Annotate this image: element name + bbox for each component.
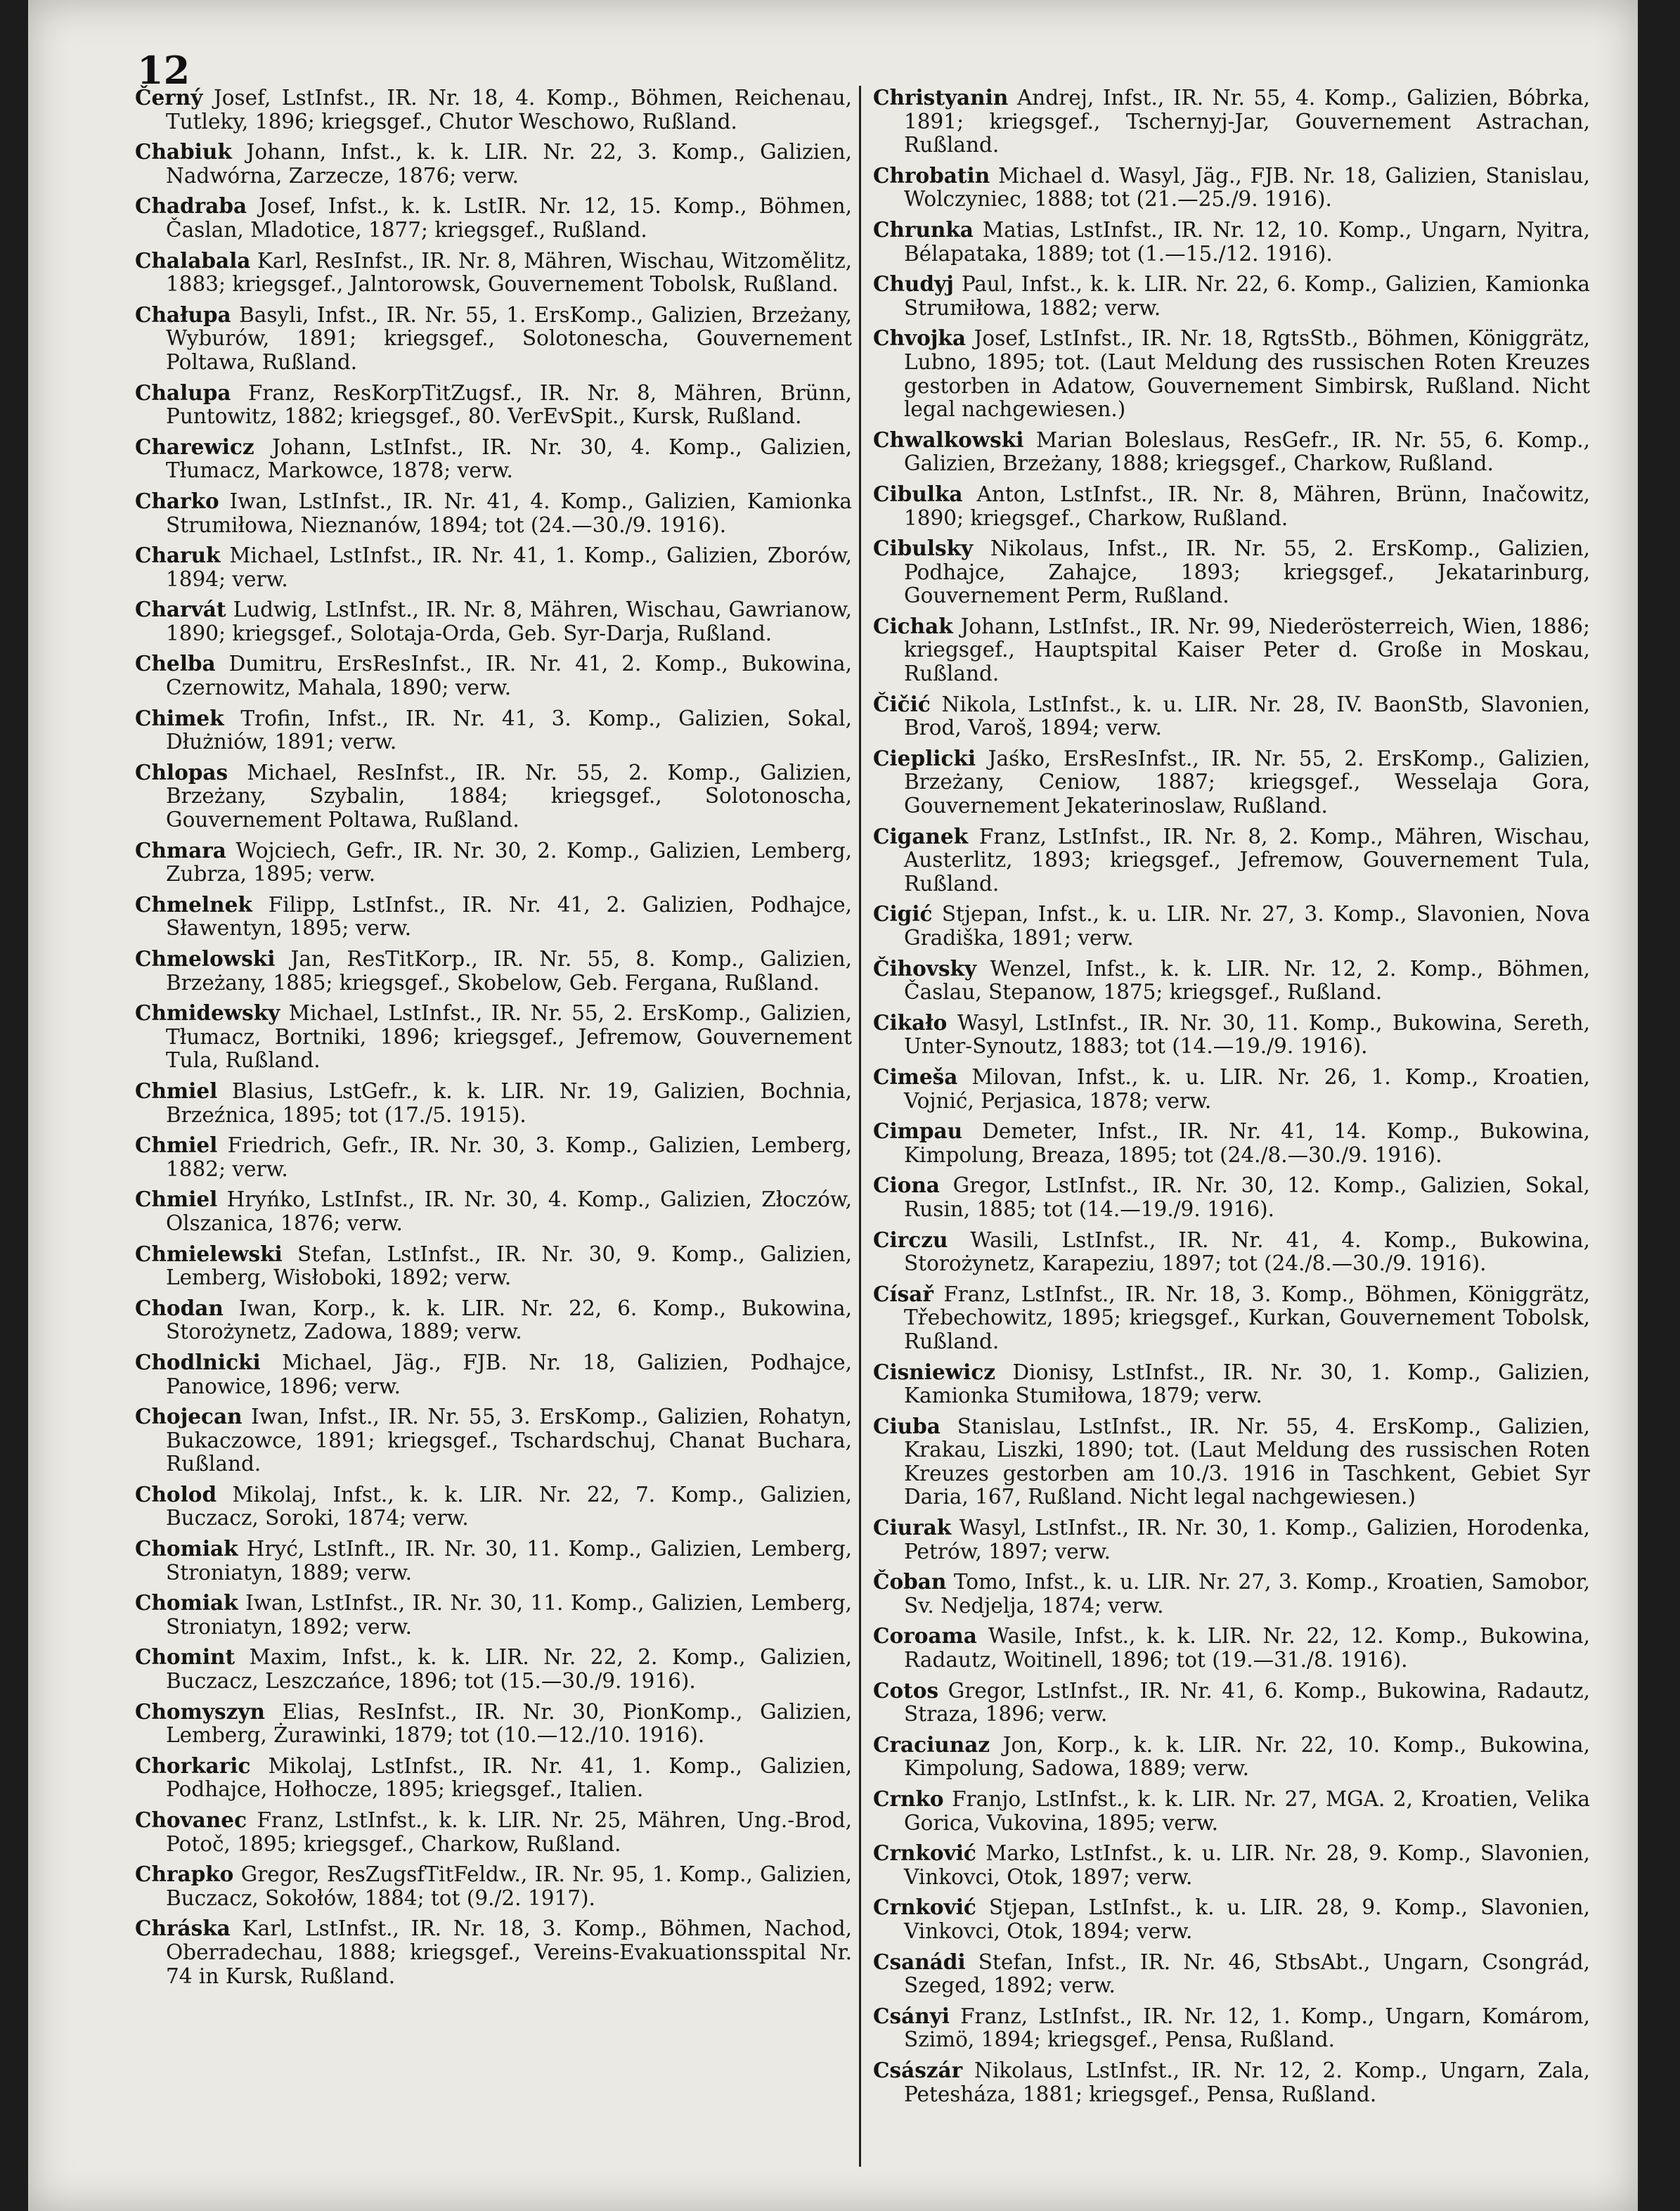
entry-surname: Crnko xyxy=(873,1786,944,1811)
entry-details: Nikola, LstInfst., k. u. LIR. Nr. 28, IV. BaonStb, Slavonien, Brod, Varoš, 1894; verw. xyxy=(904,692,1590,740)
entry-surname: Chomiak xyxy=(135,1536,238,1561)
entry-details: Wojciech, Gefr., IR. Nr. 30, 2. Komp., Galizien, Lemberg, Zubrza, 1895; verw. xyxy=(166,838,852,887)
entry-surname: Charewicz xyxy=(135,434,254,459)
entry-details: Iwan, LstInfst., IR. Nr. 41, 4. Komp., Galizien, Kamionka Strumiłowa, Nieznanów, 1894; tot (24.—30./9. 1916). xyxy=(166,489,852,537)
casualty-entry xyxy=(135,1862,852,1910)
casualty-entry xyxy=(873,536,1590,608)
entry-details: Matias, LstInfst., IR. Nr. 12, 10. Komp., Ungarn, Nyitra, Bélapataka, 1889; tot (1.—15./12. 1916). xyxy=(904,217,1590,266)
entry-details: Stanislau, LstInfst., IR. Nr. 55, 4. ErsKomp., Galizien, Krakau, Liszki, 1890; tot. (Laut Meldung des russischen Roten Kreuzes gestorben am 10./3. 1916 in Taschkent, Gebiet Syr Daria, 167, Rußland. Nicht legal nachgewiesen.) xyxy=(904,1414,1590,1509)
entry-surname: Cichak xyxy=(873,613,953,638)
entry-surname: Csányi xyxy=(873,2003,950,2028)
entry-surname: Chimek xyxy=(135,705,224,730)
casualty-entry xyxy=(873,326,1590,421)
entry-surname: Chodan xyxy=(135,1295,224,1320)
entry-surname: Chodlnicki xyxy=(135,1349,261,1374)
entry-surname: Coroama xyxy=(873,1623,977,1649)
entry-details: Friedrich, Gefr., IR. Nr. 30, 3. Komp., Galizien, Lemberg, 1882; verw. xyxy=(166,1133,852,1181)
entry-surname: Chalupa xyxy=(135,380,231,405)
entry-details: Ludwig, LstInfst., IR. Nr. 8, Mähren, Wischau, Gawrianow, 1890; kriegsgef., Solotaja-Orda, Geb. Syr-Darja, Rußland. xyxy=(166,598,852,645)
entry-details: Mikolaj, LstInfst., IR. Nr. 41, 1. Komp., Galizien, Podhajce, Hołhocze, 1895; kriegsgef., Italien. xyxy=(166,1753,852,1802)
entry-details: Marko, LstInfst., k. u. LIR. Nr. 28, 9. Komp., Slavonien, Vinkovci, Otok, 1897; verw. xyxy=(904,1841,1590,1889)
casualty-entry xyxy=(873,1624,1590,1672)
entry-surname: Chojecan xyxy=(135,1404,243,1429)
entry-details: Filipp, LstInfst., IR. Nr. 41, 2. Galizien, Podhajce, Sławentyn, 1895; verw. xyxy=(166,892,852,941)
entry-details: Demeter, Infst., IR. Nr. 41, 14. Komp., Bukowina, Kimpolung, Breaza, 1895; tot (24./8.—30./9. 1916). xyxy=(904,1119,1590,1167)
entry-surname: Csanádi xyxy=(873,1949,966,1974)
entry-details: Tomo, Infst., k. u. LIR. Nr. 27, 3. Komp., Kroatien, Samobor, Sv. Nedjelja, 1874; verw. xyxy=(904,1570,1590,1618)
casualty-entry xyxy=(873,1414,1590,1509)
entry-details: Marian Boleslaus, ResGefr., IR. Nr. 55, 6. Komp., Galizien, Brzeżany, 1888; kriegsgef., Charkow, Rußland. xyxy=(904,427,1590,476)
entry-details: Wasile, Infst., k. k. LIR. Nr. 22, 12. Komp., Bukowina, Radautz, Woitinell, 1896; tot (19.—31./8. 1916). xyxy=(904,1624,1591,1672)
entry-surname: Chrobatin xyxy=(873,162,990,188)
entry-surname: Cibulsky xyxy=(873,536,974,561)
casualty-entry xyxy=(135,1916,852,1988)
entry-details: Jon, Korp., k. k. LIR. Nr. 22, 10. Komp., Bukowina, Kimpolung, Sadowa, 1889; verw. xyxy=(904,1732,1590,1781)
entry-surname: Császár xyxy=(873,2057,963,2082)
entry-details: Iwan, LstInfst., IR. Nr. 30, 11. Komp., Galizien, Lemberg, Stroniatyn, 1892; verw. xyxy=(166,1591,852,1639)
casualty-entry xyxy=(873,1570,1590,1618)
entry-details: Karl, LstInfst., IR. Nr. 18, 3. Komp., Böhmen, Nachod, Oberradechau, 1888; kriegsgef., Vereins-Evakuationsspital Nr. 74 in Kursk, Rußland. xyxy=(166,1916,852,1988)
entry-details: Stjepan, Infst., k. u. LIR. Nr. 27, 3. Komp., Slavonien, Nova Gradiška, 1891; verw. xyxy=(904,902,1590,950)
entry-details: Milovan, Infst., k. u. LIR. Nr. 26, 1. Komp., Kroatien, Vojnić, Perjasica, 1878; verw. xyxy=(904,1064,1590,1113)
casualty-entry xyxy=(135,1001,852,1073)
entry-surname: Chmielewski xyxy=(135,1241,283,1266)
casualty-entry xyxy=(873,1065,1590,1113)
casualty-entry xyxy=(873,272,1590,320)
entry-details: Johann, LstInfst., IR. Nr. 30, 4. Komp., Galizien, Tłumacz, Markowce, 1878; verw. xyxy=(166,434,852,483)
entry-surname: Čoban xyxy=(873,1569,947,1594)
casualty-entry xyxy=(873,1950,1590,1998)
casualty-entry xyxy=(135,1700,852,1748)
casualty-entry xyxy=(135,1591,852,1639)
casualty-entry xyxy=(135,707,852,754)
entry-surname: Čihovsky xyxy=(873,955,977,981)
casualty-entry xyxy=(873,1360,1590,1408)
casualty-entry xyxy=(135,839,852,887)
entry-surname: Charuk xyxy=(135,543,221,568)
left-column xyxy=(135,86,852,1994)
entry-surname: Charko xyxy=(135,488,219,513)
casualty-entry xyxy=(135,381,852,429)
entry-details: Trofin, Infst., IR. Nr. 41, 3. Komp., Galizien, Sokal, Dłużniów, 1891; verw. xyxy=(166,706,852,754)
casualty-entry xyxy=(873,1787,1590,1835)
entry-details: Karl, ResInfst., IR. Nr. 8, Mähren, Wischau, Witzomělitz, 1883; kriegsgef., Jalntorowsk, Gouvernement Tobolsk, Rußland. xyxy=(166,248,852,297)
entry-surname: Císař xyxy=(873,1281,933,1306)
right-column xyxy=(873,86,1590,2113)
entry-details: Josef, LstInfst., IR. Nr. 18, RgtsStb., Böhmen, Königgrätz, Lubno, 1895; tot. (Laut Meldung des russischen Roten Kreuzes gestorben in Adatow, Gouvernement Simbirsk, Rußland. Nicht legal nachgewiesen.) xyxy=(904,326,1590,422)
casualty-entry xyxy=(135,1405,852,1476)
entry-surname: Cimeša xyxy=(873,1064,958,1089)
entry-surname: Chovanec xyxy=(135,1807,247,1832)
casualty-entry xyxy=(135,86,852,134)
entry-surname: Crnković xyxy=(873,1841,976,1866)
entry-details: Stefan, LstInfst., IR. Nr. 30, 9. Komp., Galizien, Lemberg, Wisłoboki, 1892; verw. xyxy=(166,1242,852,1290)
entry-surname: Ciurak xyxy=(873,1515,952,1540)
entry-surname: Chvojka xyxy=(873,325,966,351)
casualty-entry xyxy=(873,218,1590,266)
entry-surname: Circzu xyxy=(873,1227,948,1252)
casualty-entry xyxy=(135,652,852,700)
entry-surname: Čičić xyxy=(873,691,931,716)
casualty-entry xyxy=(135,1079,852,1127)
casualty-entry xyxy=(135,140,852,188)
entry-details: Basyli, Infst., IR. Nr. 55, 1. ErsKomp., Galizien, Brzeżany, Wyburów, 1891; kriegsgef., Solotonescha, Gouvernement Poltawa, Rußland. xyxy=(166,302,852,374)
entry-details: Jan, ResTitKorp., IR. Nr. 55, 8. Komp., Galizien, Brzeżany, 1885; kriegsgef., Skobelow, Geb. Fergana, Rußland. xyxy=(166,947,852,995)
casualty-entry xyxy=(873,1516,1590,1564)
entry-details: Stjepan, LstInfst., k. u. LIR. 28, 9. Komp., Slavonien, Vinkovci, Otok, 1894; verw. xyxy=(904,1895,1590,1943)
casualty-entry xyxy=(873,1841,1590,1889)
casualty-entry xyxy=(873,1228,1590,1276)
casualty-entry xyxy=(873,1282,1590,1354)
casualty-entry xyxy=(135,947,852,995)
column-divider xyxy=(859,86,861,2167)
casualty-entry xyxy=(135,249,852,297)
casualty-entry xyxy=(135,435,852,483)
entry-surname: Ciona xyxy=(873,1173,940,1198)
casualty-entry xyxy=(135,893,852,941)
casualty-entry xyxy=(135,1808,852,1856)
casualty-entry xyxy=(135,543,852,591)
casualty-entry xyxy=(135,598,852,645)
casualty-entry xyxy=(135,303,852,375)
entry-surname: Chrapko xyxy=(135,1862,234,1887)
casualty-entry xyxy=(135,1645,852,1693)
casualty-entry xyxy=(873,1173,1590,1221)
entry-details: Gregor, ResZugsfTitFeldw., IR. Nr. 95, 1. Komp., Galizien, Buczacz, Sokołów, 1884; tot (9./2. 1917). xyxy=(166,1862,852,1910)
entry-details: Hryńko, LstInfst., IR. Nr. 30, 4. Komp., Galizien, Złoczów, Olszanica, 1876; verw. xyxy=(166,1187,852,1235)
entry-details: Johann, Infst., k. k. LIR. Nr. 22, 3. Komp., Galizien, Nadwórna, Zarzecze, 1876; verw. xyxy=(166,140,852,188)
casualty-entry xyxy=(135,1483,852,1530)
entry-details: Wasyl, LstInfst., IR. Nr. 30, 1. Komp., Galizien, Horodenka, Petrów, 1897; verw. xyxy=(904,1516,1590,1564)
casualty-entry xyxy=(873,1733,1590,1781)
entry-surname: Cibulka xyxy=(873,481,963,506)
entry-surname: Craciunaz xyxy=(873,1732,990,1757)
casualty-entry xyxy=(135,1133,852,1181)
entry-surname: Cigić xyxy=(873,901,933,927)
entry-details: Johann, LstInfst., IR. Nr. 99, Niederösterreich, Wien, 1886; kriegsgef., Hauptspital Kaiser Peter d. Große in Moskau, Rußland. xyxy=(904,614,1590,686)
entry-details: Jaśko, ErsResInfst., IR. Nr. 55, 2. ErsKomp., Galizien, Brzeżany, Ceniow, 1887; kriegsgef., Wesselaja Gora, Gouvernement Jekaterinoslaw, Rußland. xyxy=(904,746,1590,818)
casualty-entry xyxy=(873,482,1590,530)
entry-details: Josef, LstInfst., IR. Nr. 18, 4. Komp., Böhmen, Reichenau, Tutleky, 1896; kriegsgef., Chutor Weschowo, Rußland. xyxy=(166,86,852,134)
entry-surname: Chorkaric xyxy=(135,1753,251,1778)
casualty-entry xyxy=(135,1537,852,1585)
casualty-entry xyxy=(873,1011,1590,1059)
casualty-entry xyxy=(873,1895,1590,1943)
casualty-entry xyxy=(135,1754,852,1802)
page-number: 12 xyxy=(137,48,190,93)
entry-details: Dumitru, ErsResInfst., IR. Nr. 41, 2. Komp., Bukowina, Czernowitz, Mahala, 1890; verw. xyxy=(166,652,852,700)
entry-details: Michael, Jäg., FJB. Nr. 18, Galizien, Podhajce, Panowice, 1896; verw. xyxy=(166,1350,852,1398)
entry-surname: Chabiuk xyxy=(135,139,232,165)
entry-details: Blasius, LstGefr., k. k. LIR. Nr. 19, Galizien, Bochnia, Brzeźnica, 1895; tot (17./5. 1915). xyxy=(166,1078,852,1127)
entry-surname: Chrunka xyxy=(873,217,974,242)
entry-surname: Ciganek xyxy=(873,823,969,849)
entry-surname: Chałupa xyxy=(135,302,231,327)
casualty-entry xyxy=(873,957,1590,1005)
entry-surname: Chomint xyxy=(135,1644,235,1670)
entry-surname: Cotos xyxy=(873,1677,939,1703)
casualty-entry xyxy=(873,428,1590,476)
entry-surname: Chmiel xyxy=(135,1187,218,1212)
casualty-entry xyxy=(873,86,1590,157)
entry-surname: Chomiak xyxy=(135,1590,238,1616)
casualty-entry xyxy=(873,747,1590,818)
entry-surname: Chomyszyn xyxy=(135,1698,265,1724)
entry-details: Anton, LstInfst., IR. Nr. 8, Mähren, Brünn, Inačowitz, 1890; kriegsgef., Charkow, Rußland. xyxy=(904,482,1590,530)
entry-details: Franz, LstInfst., IR. Nr. 12, 1. Komp., Ungarn, Komárom, Szimö, 1894; kriegsgef., Pensa, Rußland. xyxy=(904,2004,1590,2052)
entry-surname: Černý xyxy=(135,85,203,110)
entry-surname: Chlopas xyxy=(135,759,228,785)
casualty-entry xyxy=(873,2058,1590,2106)
entry-details: Dionisy, LstInfst., IR. Nr. 30, 1. Komp., Galizien, Kamionka Stumiłowa, 1879; verw. xyxy=(904,1360,1590,1408)
entry-details: Elias, ResInfst., IR. Nr. 30, PionKomp., Galizien, Lemberg, Żurawinki, 1879; tot (10.—12./10. 1916). xyxy=(166,1699,852,1748)
casualty-entry xyxy=(873,692,1590,740)
casualty-entry xyxy=(873,2004,1590,2052)
entry-surname: Chudyj xyxy=(873,271,954,297)
casualty-entry xyxy=(873,164,1590,212)
entry-details: Paul, Infst., k. k. LIR. Nr. 22, 6. Komp., Galizien, Kamionka Strumiłowa, 1882; verw. xyxy=(904,272,1590,320)
casualty-entry xyxy=(873,1119,1590,1167)
entry-surname: Chmidewsky xyxy=(135,1000,280,1026)
casualty-entry xyxy=(135,1351,852,1398)
entry-surname: Christyanin xyxy=(873,85,1009,110)
entry-details: Nikolaus, Infst., IR. Nr. 55, 2. ErsKomp., Galizien, Podhajce, Zahajce, 1893; kriegsgef., Jekatarinburg, Gouvernement Perm, Rußland. xyxy=(904,536,1590,608)
entry-details: Andrej, Infst., IR. Nr. 55, 4. Komp., Galizien, Bóbrka, 1891; kriegsgef., Tschernyj-Jar, Gouvernement Astrachan, Rußland. xyxy=(904,86,1590,157)
entry-surname: Chelba xyxy=(135,651,216,676)
entry-surname: Chmelowski xyxy=(135,946,276,971)
entry-surname: Cieplicki xyxy=(873,745,976,771)
entry-details: Iwan, Korp., k. k. LIR. Nr. 22, 6. Komp., Bukowina, Storożynetz, Zadowa, 1889; verw. xyxy=(166,1296,852,1344)
entry-details: Iwan, Infst., IR. Nr. 55, 3. ErsKomp., Galizien, Rohatyn, Bukaczowce, 1891; kriegsgef., Tschardschuj, Chanat Buchara, Rußland. xyxy=(166,1405,852,1476)
casualty-entry xyxy=(873,825,1590,896)
entry-surname: Chráska xyxy=(135,1916,231,1941)
casualty-entry xyxy=(873,614,1590,686)
entry-surname: Crnković xyxy=(873,1895,976,1920)
entry-surname: Cisniewicz xyxy=(873,1359,996,1384)
entry-details: Gregor, LstInfst., IR. Nr. 41, 6. Komp., Bukowina, Radautz, Straza, 1896; verw. xyxy=(904,1678,1590,1727)
entry-details: Franjo, LstInfst., k. k. LIR. Nr. 27, MGA. 2, Kroatien, Velika Gorica, Vukovina, 1895; verw. xyxy=(904,1787,1590,1835)
entry-surname: Chmelnek xyxy=(135,891,252,917)
entry-surname: Chmiel xyxy=(135,1078,218,1103)
casualty-entry xyxy=(873,902,1590,950)
entry-details: Franz, LstInfst., IR. Nr. 18, 3. Komp., Böhmen, Königgrätz, Třebechowitz, 1895; kriegsgef., Kurkan, Gouvernement Tobolsk, Rußland. xyxy=(904,1282,1590,1353)
entry-details: Michael, LstInfst., IR. Nr. 55, 2. ErsKomp., Galizien, Tłumacz, Bortniki, 1896; kriegsgef., Jefremow, Gouvernement Tula, Rußland. xyxy=(166,1001,852,1073)
entry-surname: Chadraba xyxy=(135,193,247,219)
casualty-entry xyxy=(135,761,852,832)
entry-surname: Chmiel xyxy=(135,1133,218,1158)
entry-details: Michael, LstInfst., IR. Nr. 41, 1. Komp., Galizien, Zborów, 1894; verw. xyxy=(166,543,852,591)
entry-surname: Ciuba xyxy=(873,1413,941,1438)
casualty-entry xyxy=(135,1296,852,1344)
entry-details: Franz, LstInfst., k. k. LIR. Nr. 25, Mähren, Ung.-Brod, Potoč, 1895; kriegsgef., Charkow, Rußland. xyxy=(166,1808,852,1856)
entry-surname: Chwalkowski xyxy=(873,427,1024,452)
entry-details: Wenzel, Infst., k. k. LIR. Nr. 12, 2. Komp., Böhmen, Časlau, Stepanow, 1875; kriegsgef., Rußland. xyxy=(904,956,1590,1005)
entry-details: Franz, ResKorpTitZugsf., IR. Nr. 8, Mähren, Brünn, Puntowitz, 1882; kriegsgef., 80. VerEvSpit., Kursk, Rußland. xyxy=(166,380,852,429)
entry-details: Franz, LstInfst., IR. Nr. 8, 2. Komp., Mähren, Wischau, Austerlitz, 1893; kriegsgef., Jefremow, Gouvernement Tula, Rußland. xyxy=(904,824,1590,896)
entry-surname: Cikało xyxy=(873,1010,948,1035)
entry-details: Mikolaj, Infst., k. k. LIR. Nr. 22, 7. Komp., Galizien, Buczacz, Soroki, 1874; verw. xyxy=(166,1482,852,1530)
entry-surname: Chalabala xyxy=(135,247,251,273)
entry-details: Hryć, LstInft., IR. Nr. 30, 11. Komp., Galizien, Lemberg, Stroniatyn, 1889; verw. xyxy=(166,1537,852,1585)
entry-surname: Cimpau xyxy=(873,1119,963,1144)
casualty-entry xyxy=(135,489,852,537)
entry-details: Wasili, LstInfst., IR. Nr. 41, 4. Komp., Bukowina, Storożynetz, Karapeziu, 1897; tot (24./8.—30./9. 1916). xyxy=(904,1227,1590,1276)
entry-surname: Chmara xyxy=(135,837,226,863)
casualty-entry xyxy=(873,1679,1590,1727)
entry-surname: Charvát xyxy=(135,597,226,622)
entry-details: Wasyl, LstInfst., IR. Nr. 30, 11. Komp., Bukowina, Sereth, Unter-Synoutz, 1883; tot (14.—19./9. 1916). xyxy=(904,1010,1590,1059)
casualty-entry xyxy=(135,1242,852,1290)
entry-details: Stefan, Infst., IR. Nr. 46, StbsAbt., Ungarn, Csongrád, Szeged, 1892; verw. xyxy=(904,1949,1590,1998)
entry-details: Michael d. Wasyl, Jäg., FJB. Nr. 18, Galizien, Stanislau, Wolczyniec, 1888; tot (21.—25./9. 1916). xyxy=(904,163,1590,212)
casualty-entry xyxy=(135,194,852,242)
entry-surname: Cholod xyxy=(135,1481,217,1507)
entry-details: Josef, Infst., k. k. LstIR. Nr. 12, 15. Komp., Böhmen, Časlan, Mladotice, 1877; kriegsgef., Rußland. xyxy=(166,194,852,242)
entry-details: Maxim, Infst., k. k. LIR. Nr. 22, 2. Komp., Galizien, Buczacz, Leszczańce, 1896; tot (15.—30./9. 1916). xyxy=(166,1645,852,1694)
entry-details: Nikolaus, LstInfst., IR. Nr. 12, 2. Komp., Ungarn, Zala, Petesháza, 1881; kriegsgef., Pensa, Rußland. xyxy=(904,2058,1591,2106)
entry-details: Michael, ResInfst., IR. Nr. 55, 2. Komp., Galizien, Brzeżany, Szybalin, 1884; kriegsgef., Solotonoscha, Gouvernement Poltawa, Rußland. xyxy=(166,760,852,832)
entry-details: Gregor, LstInfst., IR. Nr. 30, 12. Komp., Galizien, Sokal, Rusin, 1885; tot (14.—19./9. 1916). xyxy=(904,1173,1590,1221)
casualty-entry xyxy=(135,1187,852,1235)
